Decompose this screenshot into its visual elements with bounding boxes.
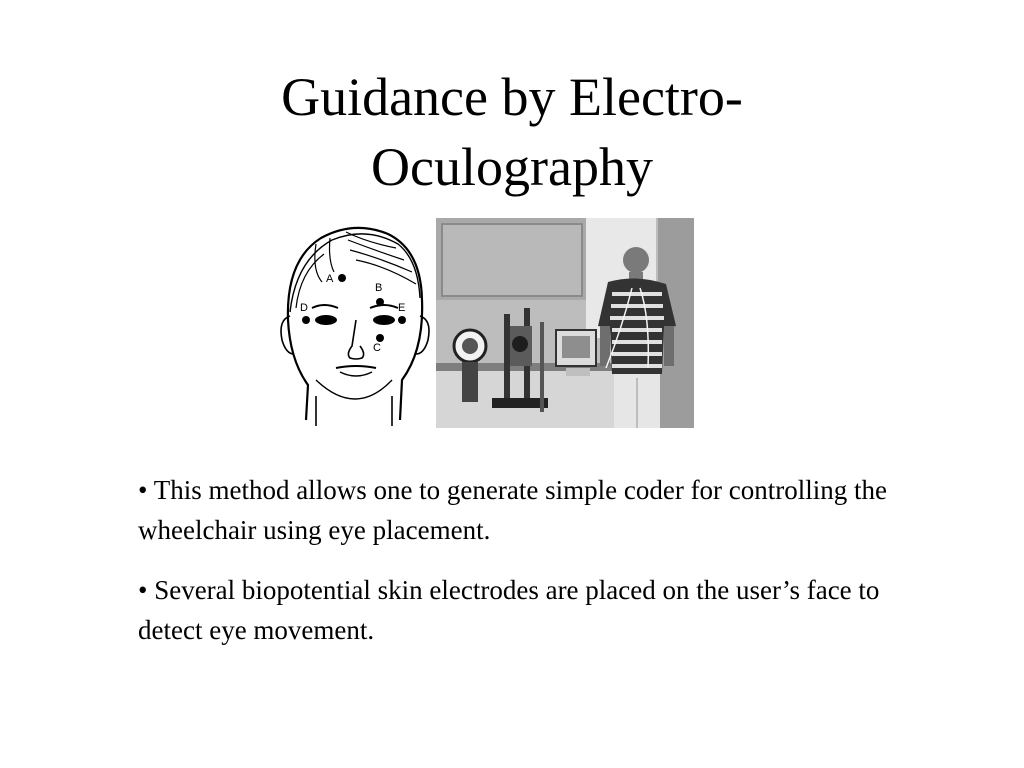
slide-title <box>0 62 1024 202</box>
electrode-label-d: D <box>300 302 308 314</box>
electrode-label-a: A <box>326 273 334 285</box>
slide-title-line-1: Guidance by Electro- <box>281 67 743 127</box>
bullet-item: • This method allows one to generate simple coder for controlling the wheelchair using eye placement. <box>138 475 888 545</box>
electrode-label-b: B <box>375 282 383 294</box>
electrode-label-c: C <box>373 342 381 354</box>
electrode-label-e: E <box>398 302 406 314</box>
bullet-list <box>138 470 898 670</box>
slide-title-line-2: Oculography <box>371 137 653 197</box>
face-electrode-diagram <box>276 220 432 428</box>
lab-photo <box>436 218 694 428</box>
bullet-item: • Several biopotential skin electrodes are placed on the user’s face to detect eye movement. <box>138 575 880 645</box>
